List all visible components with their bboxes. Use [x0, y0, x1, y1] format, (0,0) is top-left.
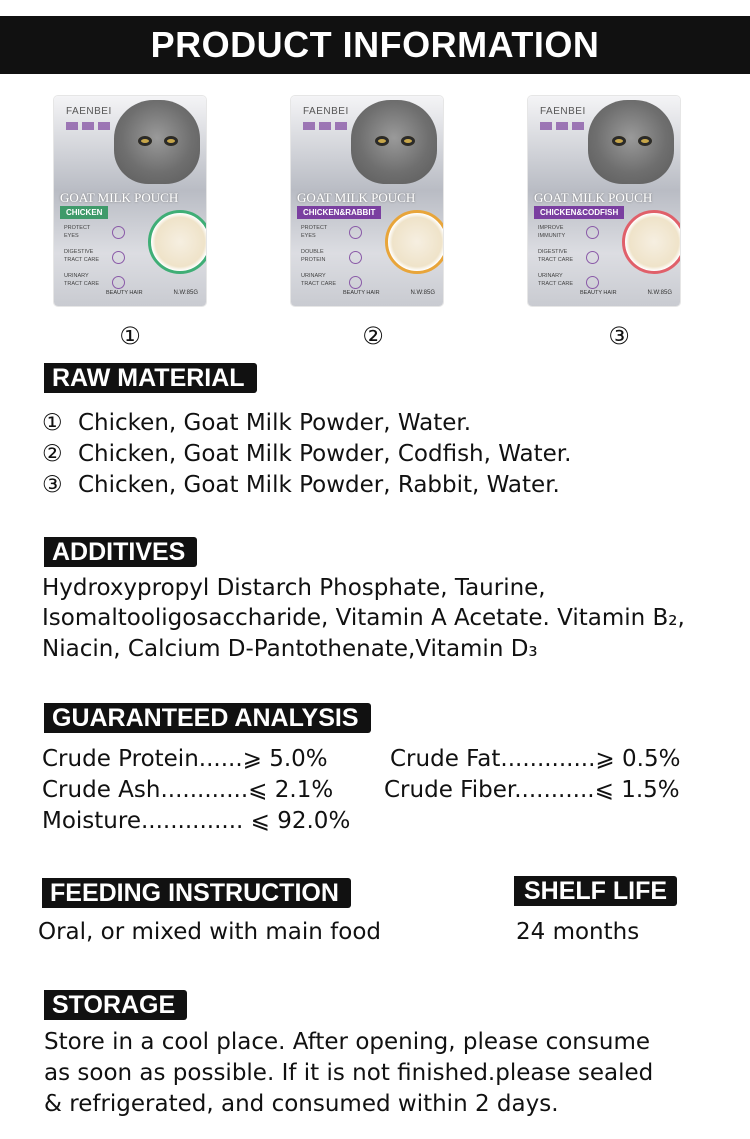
list-item [42, 439, 571, 470]
beauty-hair-label: BEAUTY HAIR [106, 290, 143, 296]
kidney-icon [586, 276, 599, 289]
brand-label: FAENBEI [303, 106, 349, 117]
item-marker: ① [42, 410, 63, 436]
raw-material-heading: RAW MATERIAL [44, 363, 257, 393]
brand-label: FAENBEI [540, 106, 586, 117]
certification-logos [66, 122, 112, 130]
feeding-instruction-text: Oral, or mixed with main food [38, 919, 381, 945]
crude-ash-value: Crude Ash............⩽ 2.1% [42, 777, 334, 803]
product-number-1: ① [119, 322, 141, 350]
item-marker: ② [42, 441, 63, 467]
food-bowl-image [622, 210, 680, 274]
pouch-package [54, 96, 206, 306]
certification-logos [540, 122, 586, 130]
cat-photo [588, 100, 674, 184]
product-name: GOAT MILK POUCH [534, 190, 653, 205]
crude-fat-value: Crude Fat.............⩾ 0.5% [390, 746, 681, 772]
stomach-icon [112, 251, 125, 264]
item-marker: ③ [42, 472, 63, 498]
guaranteed-analysis-heading: GUARANTEED ANALYSIS [44, 703, 371, 733]
product-image-2 [291, 96, 443, 306]
product-name: GOAT MILK POUCH [60, 190, 179, 205]
crude-fiber-value: Crude Fiber...........⩽ 1.5% [384, 777, 680, 803]
storage-heading: STORAGE [44, 990, 187, 1020]
product-number-2: ② [362, 322, 384, 350]
page-title: PRODUCT INFORMATION [0, 16, 750, 74]
item-text: Chicken, Goat Milk Powder, Water. [78, 410, 472, 436]
flavor-label: CHICKEN [60, 206, 108, 219]
flavor-label: CHICKEN&RABBIT [297, 206, 381, 219]
item-text: Chicken, Goat Milk Powder, Rabbit, Water. [78, 472, 560, 498]
additives-line: Isomaltooligosaccharide, Vitamin A Acetate. Vitamin B₂, [42, 605, 685, 631]
beauty-hair-label: BEAUTY HAIR [343, 290, 380, 296]
shield-icon [586, 226, 599, 239]
feeding-instruction-heading: FEEDING INSTRUCTION [42, 878, 351, 908]
item-text: Chicken, Goat Milk Powder, Codfish, Water. [78, 441, 572, 467]
list-item [42, 470, 560, 501]
additives-heading: ADDITIVES [44, 537, 197, 567]
pouch-package [528, 96, 680, 306]
net-weight-label: N.W:85G [173, 290, 198, 296]
brand-label: FAENBEI [66, 106, 112, 117]
kidney-icon [349, 276, 362, 289]
net-weight-label: N.W:85G [647, 290, 672, 296]
product-name: GOAT MILK POUCH [297, 190, 416, 205]
flavor-label: CHICKEN&CODFISH [534, 206, 624, 219]
food-bowl-image [148, 210, 206, 274]
product-image-1 [54, 96, 206, 306]
kidney-icon [112, 276, 125, 289]
list-item [42, 408, 471, 439]
product-number-3: ③ [608, 322, 630, 350]
additives-line: Niacin, Calcium D-Pantothenate,Vitamin D₃ [42, 636, 538, 662]
cat-photo [114, 100, 200, 184]
eye-icon [349, 226, 362, 239]
storage-line: & refrigerated, and consumed within 2 days. [44, 1091, 559, 1117]
storage-line: as soon as possible. If it is not finished.please sealed [44, 1060, 654, 1086]
additives-line: Hydroxypropyl Distarch Phosphate, Taurine, [42, 575, 546, 601]
food-bowl-image [385, 210, 443, 274]
pouch-package [291, 96, 443, 306]
shelf-life-heading: SHELF LIFE [514, 876, 677, 906]
product-image-3 [528, 96, 680, 306]
stomach-icon [586, 251, 599, 264]
net-weight-label: N.W:85G [410, 290, 435, 296]
benefit-list: IMPROVE IMMUNITY DIGESTIVE TRACT CARE URINARY TRACT CARE [538, 225, 574, 287]
protein-icon [349, 251, 362, 264]
benefit-list: PROTECT EYES DOUBLE PROTEIN URINARY TRACT CARE [301, 225, 337, 287]
certification-logos [303, 122, 349, 130]
storage-line: Store in a cool place. After opening, please consume [44, 1029, 650, 1055]
eye-icon [112, 226, 125, 239]
benefit-list: PROTECT EYES DIGESTIVE TRACT CARE URINARY TRACT CARE [64, 225, 100, 287]
moisture-value: Moisture.............. ⩽ 92.0% [42, 808, 351, 834]
crude-protein-value: Crude Protein......⩾ 5.0% [42, 746, 328, 772]
shelf-life-text: 24 months [516, 919, 640, 945]
beauty-hair-label: BEAUTY HAIR [580, 290, 617, 296]
cat-photo [351, 100, 437, 184]
